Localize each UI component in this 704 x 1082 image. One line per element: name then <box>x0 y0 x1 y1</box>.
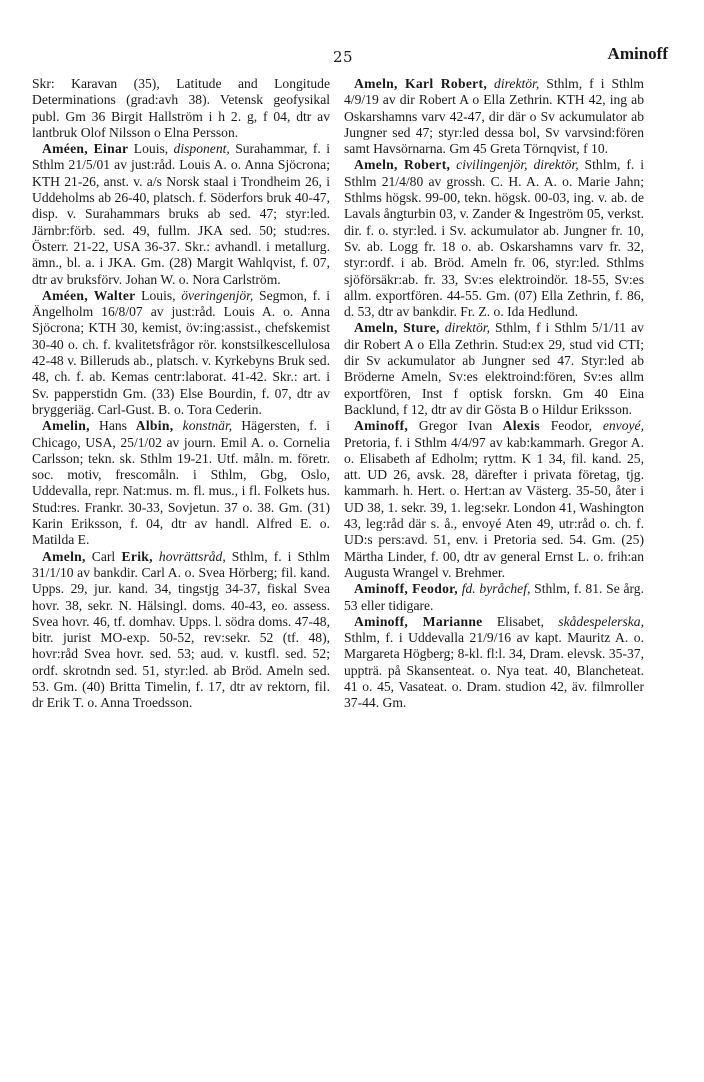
entry-text <box>173 418 182 433</box>
entry-surname: Améen, <box>42 141 88 157</box>
entry-given: Robert, <box>397 157 451 173</box>
running-head: Aminoff <box>607 44 668 63</box>
entry-aminoff-gregor <box>344 418 644 581</box>
entry-given: Walter <box>87 287 136 303</box>
entry-text: Pretoria, f. i Sthlm 4/4/97 av kab:kammarh. Gregor A. o. Elisabeth af Edholm; ryttm. K 1 34, fil. kand. 25, att. UD 26, avsk. 28, därefter i privata företag, tjg. kammarh. h. Hert. o. Hert:an av Västerg. 35-50, åter i UD 38, 1. sekr. 39, 1. leg:sekr. London 41, Washington 43, leg:råd där s. å., envoyé Aten 49, utr:råd o. ch. f. UD:s pers:avd. 51, env. i Pretoria sed. 54. Gm. (25) Märtha Linder, f. 00, dtr av general Ernst L. o. frih:an Augusta Wrangel v. Brehmer. <box>344 434 644 580</box>
entry-text: Sthlm, f. i Sthlm 21/4/80 av grossh. C. H. A. A. o. Marie Jahn; Sthlms högsk. 99-00, tekn. högsk. 00-03, ing. v. ab. de Lavals ångturbin 03, v. Zander & Ingeström 05, verkst. dir. f. o. styr:led. i Sv. ackumulator ab. Jungner fr. 10, Sv. ab. Logg fr. 18 o. ab. Oskarshamns varv fr. 32, styr:ordf. i ab. Bröd. Ameln fr. 06, styr:led. Sthlms sjöförsäkr:ab. fr. 33, Sv:es elektroindör. 18-55, Sv:es allm. exportfören. 44-55. Gm. (07) Ella Zethrin, f. 86, d. 53, dtr av bankdir. Fr. Z. o. Ida Hedlund. <box>344 157 644 320</box>
entry-text: Feodor, <box>539 418 603 434</box>
entry-aminoff-feodor <box>344 581 644 614</box>
entry-amelin-hans <box>32 418 330 548</box>
entry-given: Einar <box>87 141 129 157</box>
entry-surname: Aminoff, <box>354 418 409 434</box>
entry-ameln-karl-robert <box>344 76 644 157</box>
entry-ameln-sture <box>344 320 644 418</box>
entry-karavan-cont <box>32 76 330 141</box>
entry-text: Louis, <box>128 141 174 157</box>
entry-ameen-walter <box>32 288 330 418</box>
entry-ameen-einar <box>32 141 330 288</box>
entry-title: direktör, <box>494 76 540 91</box>
entry-given: Sture, <box>397 320 440 336</box>
entry-given: Karl Robert, <box>397 76 488 91</box>
entry-surname: Aminoff, <box>354 613 409 629</box>
entry-text: Segmon, f. i Ängelholm 16/8/07 av just:råd. Louis A. o. Anna Sjöcrona; KTH 30, kemist, öv:ing:assist., chefskemist 30-40 o. ch. f. kvalitetsfrågor rör. konstsilkescellulosa 42-48 v. Billeruds ab., platsch. v. Kyrkebyns Bruk sed. 48, ch. f. ab. Kemas centr:laborat. 41-42. Skr.: art. i Sv. papperstidn Gm. (33) Else Bourdin, f. 07, dtr av bryggeriäg. Carl-Gust. B. o. Tora Cederin. <box>32 287 331 417</box>
entry-surname: Ameln, <box>42 548 86 564</box>
entry-text: Sthlm, f i Sthlm 5/1/11 av dir Robert A o Ella Zethrin. Stud:ex 29, stud vid CTI; dir Sv ackumulator ab Jungner sed 47. Styr:led ab Bröderne Ameln, Sv:es elektroind:fören, Sv:es allm exportfören, Inst f optisk forskn. Gm 40 Eina Backlund, f 12, dtr av dir Gösta B o Hildur Eriksson. <box>344 320 644 417</box>
entry-given-plain: Hans <box>89 418 127 434</box>
entry-title: disponent, <box>173 141 230 157</box>
entry-title: skådespelerska, <box>558 613 644 629</box>
entry-text <box>487 76 494 91</box>
entry-text: Elisabet, <box>482 613 559 629</box>
entry-surname: Aminoff, <box>354 581 409 597</box>
entry-text: Sthlm, f. 81. Se årg. 53 eller tidigare. <box>344 581 644 613</box>
page-number: 25 <box>333 48 354 66</box>
entry-surname: Améen, <box>42 287 88 303</box>
entry-given-plain: Gregor Ivan <box>408 418 493 434</box>
entry-surname: Ameln, <box>354 157 398 173</box>
entry-given: Erik, <box>115 548 153 564</box>
entry-text: Hägersten, f. i Chicago, USA, 25/1/02 av journ. Emil A. o. Cornelia Carlsson; tekn. sk. Sthlm 19-21. Utf. måln. m. företr. soc. motiv, frescomåln. i Sthlm, Gbg, Oslo, Uddevalla, repr. Nat:mus. m. fl. mus., i fl. Folkets hus. Stud:res. Frankr. 30-33, Sovjetun. 37 o. 38. Gm. (31) Karin Eriksson, f. 04, dtr av handl. Alfred E. o. Matilda E. <box>32 418 331 548</box>
entry-given: Albin, <box>126 418 174 434</box>
entry-given: Alexis <box>492 418 540 434</box>
entry-text: Surahammar, f. i Sthlm 21/5/01 av just:råd. Louis A. o. Anna Sjöcrona; KTH 21-26, anst. v. a/s Norsk staal i Trondheim 26, i Uddeholms ab 26-40, platsch. f. Söderfors bruk 40-47, disp. v. Surahammars bruks ab sed. 47; styr:led. Järnbr:förb. sed. 49, fullm. JKA sed. 50; stud:res. Österr. 21-22, USA 36-37. Skr.: avhandl. i metallurg. ämn., bl. a. i JKA. Gm. (28) Margit Wahlqvist, f. 07, dtr av bruksförv. Johan W. o. Nora Carlström. <box>32 141 330 287</box>
left-column <box>32 76 330 712</box>
entry-text: Louis, <box>135 287 182 303</box>
entry-text: Sthlm, f. i Sthlm 31/1/10 av bankdir. Carl A. o. Svea Hörberg; fil. kand. Upps. 29, jur. kand. 34, tingstjg 34-37, fiskal Svea hovr. 38, sekr. N. Hälsingl. doms. 40-43, eo. assess. Svea hovr. 46, tf. domhav. Upps. l. södra doms. 47-48, bitr. jurist MO-exp. 50-52, rev:sekr. 52 (tf. 48), hovr:råd Svea hovr. sed. 53; aud. v. kustfl. sed. 52; ordf. skrotndn sed. 51, styr:led. ab Bröd. Ameln sed. 53. Gm. (40) Britta Timelin, f. 17, dtr av rektorn, fil. dr Erik T. o. Anna Troedsson. <box>32 548 330 711</box>
entry-ameln-robert <box>344 157 644 320</box>
entry-surname: Amelin, <box>42 418 90 434</box>
entry-text: Skr: Karavan (35), Latitude and Longitude Determinations (grad:avh 38). Vetensk geofysikal publ. Gm 36 Birgit Hallström i h 2. g, f 04, dtr av lantbruk Olof Nilsson o Elna Persson. <box>32 76 330 140</box>
entry-title: överingenjör, <box>181 287 254 303</box>
entry-given-plain: Carl <box>85 548 116 564</box>
entry-text: Sthlm, f i Sthlm 4/9/19 av dir Robert A o Ella Zethrin. KTH 42, ing ab Oskarshamns varv 42-47, dir där o Sv ackumulator ab Jungner sed 47; styr:led dessa bol, Sv varvsind:fören samt Havsörnarna. Gm 45 Greta Törnqvist, f 10. <box>344 76 644 157</box>
entry-title: hovrättsråd, <box>158 548 226 564</box>
entry-title: konstnär, <box>182 418 233 434</box>
entry-ameln-carl-erik <box>32 549 330 712</box>
entry-aminoff-marianne <box>344 614 644 712</box>
entry-title: envoyé, <box>602 418 644 434</box>
entry-title: direktör, <box>444 320 490 336</box>
entry-title: civilingenjör, direktör, <box>456 157 579 173</box>
right-column <box>344 76 644 712</box>
entry-surname: Ameln, <box>354 320 398 336</box>
entry-surname: Ameln, <box>354 76 398 91</box>
entry-given: Feodor, <box>408 581 458 597</box>
entry-text: Sthlm, f. i Uddevalla 21/9/16 av kapt. Mauritz A. o. Margareta Högberg; 8-kl. fl:l. 34, Dram. elevsk. 35-37, uppträ. på Skansenteat. o. Nya teat. 40, Blancheteat. 41 o. 45, Vasateat. o. Dram. studion 42, äv. filmroller 37-44. Gm. <box>344 630 644 711</box>
entry-given: Marianne <box>408 613 483 629</box>
entry-title: fd. byråchef, <box>457 581 531 597</box>
